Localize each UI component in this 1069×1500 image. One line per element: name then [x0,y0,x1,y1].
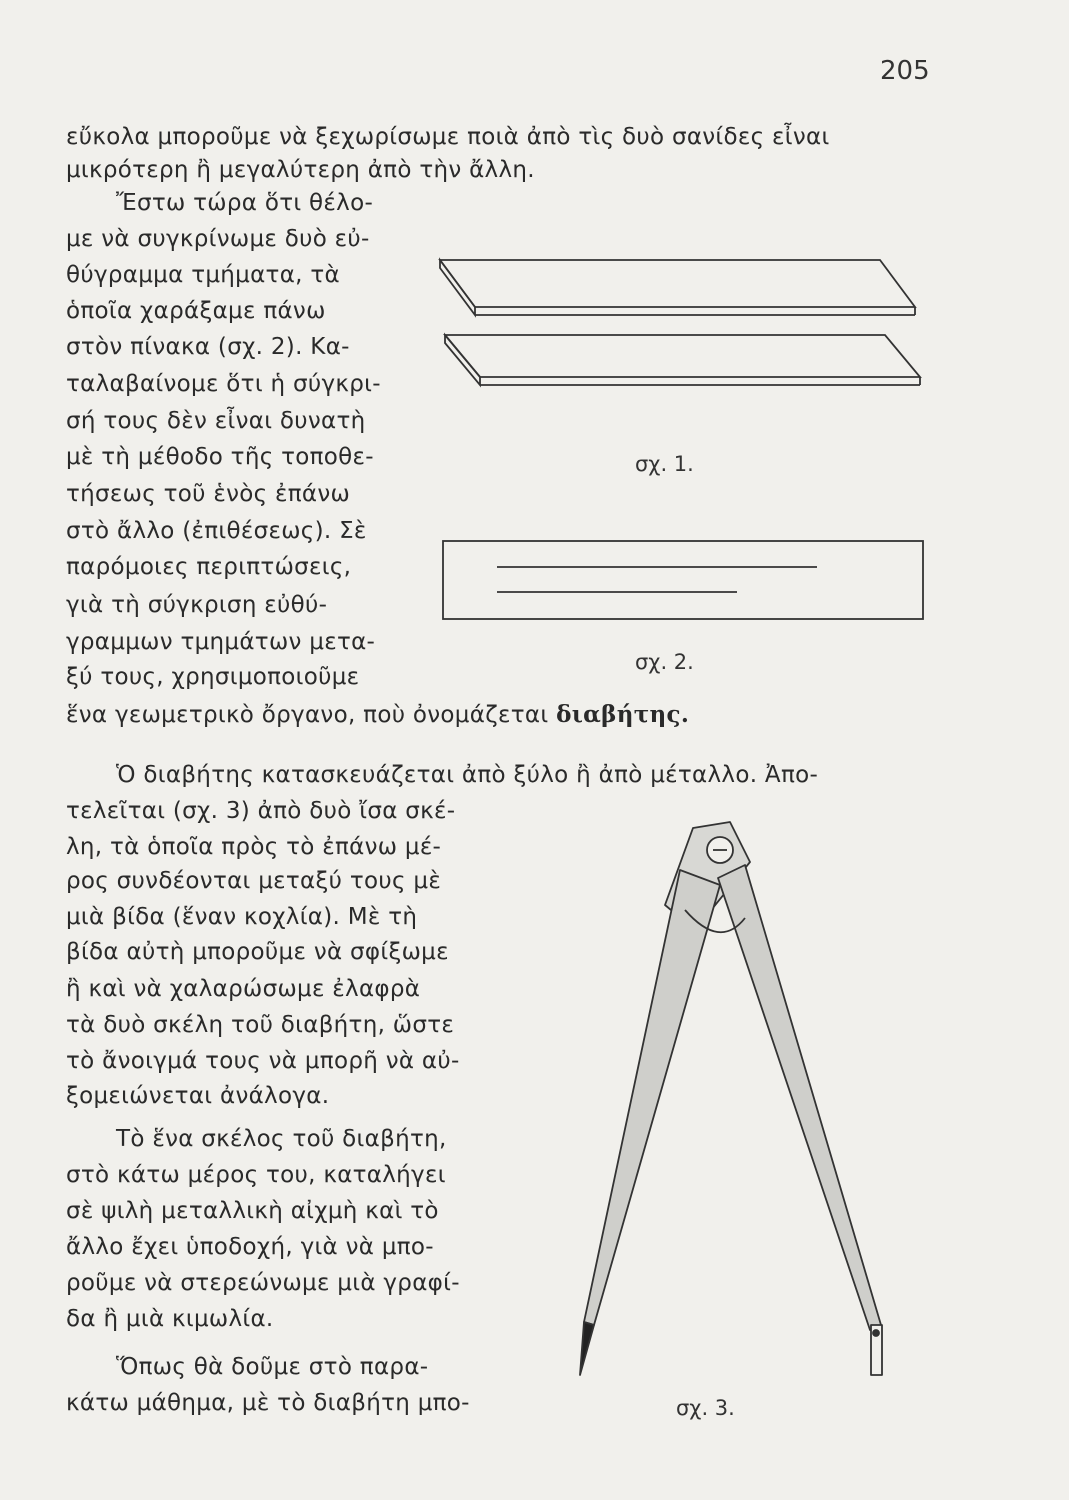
text-line: μικρότερη ἢ μεγαλύτερη ἀπὸ τὴν ἄλλη. [66,157,535,183]
text-line: ὁποῖα χαράξαμε πάνω [66,298,326,324]
text-line: τὰ δυὸ σκέλη τοῦ διαβήτη, ὥστε [66,1012,455,1038]
figure-caption: σχ. 1. [635,452,694,476]
text-line: γραμμων τμημάτων μετα- [66,629,376,655]
text-line: Ὅπως θὰ δοῦμε στὸ παρα- [116,1354,429,1380]
text-line: ξομειώνεται ἀνάλογα. [66,1083,330,1109]
text-line: στὸ κάτω μέρος του, καταλήγει [66,1162,446,1188]
bold-term: διαβήτης. [556,701,690,728]
text-line: με νὰ συγκρίνωμε δυὸ εὐ- [66,226,370,252]
page-number: 205 [880,56,930,86]
figure-caption: σχ. 2. [635,650,694,674]
figure-planks [430,255,930,395]
text-line: Τὸ ἕνα σκέλος τοῦ διαβήτη, [116,1126,447,1152]
figure-compass [560,810,920,1380]
text-line: ταλαβαίνομε ὅτι ἡ σύγκρι- [66,371,381,397]
text-line: Ὁ διαβήτης κατασκευάζεται ἀπὸ ξύλο ἢ ἀπὸ μέταλλο. Ἀπο- [116,762,819,788]
figure-board [440,538,930,628]
text-line: εὔκολα μποροῦμε νὰ ξεχωρίσωμε ποιὰ ἀπὸ τὶς δυὸ σανίδες εἶναι [66,124,830,150]
text-line: στὸ ἄλλο (ἐπιθέσεως). Σὲ [66,518,367,544]
text-line: τὸ ἄνοιγμά τους νὰ μπορῆ νὰ αὐ- [66,1048,460,1074]
text-line: ξύ τους, χρησιμοποιοῦμε [66,664,360,690]
text-line: μὲ τὴ μέθοδο τῆς τοποθε- [66,444,374,470]
text-line [66,700,689,730]
text-line: σὲ ψιλὴ μεταλλικὴ αἰχμὴ καὶ τὸ [66,1198,439,1224]
text-line: Ἔστω τώρα ὅτι θέλο- [116,190,374,216]
text-line: γιὰ τὴ σύγκριση εὐθύ- [66,592,328,618]
text-line: μιὰ βίδα (ἕναν κοχλία). Μὲ τὴ [66,904,418,930]
text-line: τήσεως τοῦ ἑνὸς ἐπάνω [66,481,351,507]
text-line: ἢ καὶ νὰ χαλαρώσωμε ἐλαφρὰ [66,976,421,1002]
text-line: δα ἢ μιὰ κιμωλία. [66,1306,274,1332]
text-line: θύγραμμα τμήματα, τὰ [66,262,340,288]
text-line: ροῦμε νὰ στερεώνωμε μιὰ γραφί- [66,1270,460,1296]
text-line: στὸν πίνακα (σχ. 2). Κα- [66,334,350,360]
text-line: τελεῖται (σχ. 3) ἀπὸ δυὸ ἴσα σκέ- [66,798,456,824]
text-line: ἄλλο ἔχει ὑποδοχή, γιὰ νὰ μπο- [66,1234,434,1260]
text-line: λη, τὰ ὁποῖα πρὸς τὸ ἐπάνω μέ- [66,834,442,860]
text-line: ρος συνδέονται μεταξύ τους μὲ [66,868,442,894]
text-line: σή τους δὲν εἶναι δυνατὴ [66,408,366,434]
text-line: κάτω μάθημα, μὲ τὸ διαβήτη μπο- [66,1390,470,1416]
text-line: βίδα αὐτὴ μποροῦμε νὰ σφίξωμε [66,939,449,965]
text-line: παρόμοιες περιπτώσεις, [66,554,352,580]
text-run: ἕνα γεωμετρικὸ ὄργανο, ποὺ ὀνομάζεται [66,702,549,728]
figure-caption: σχ. 3. [676,1396,735,1420]
